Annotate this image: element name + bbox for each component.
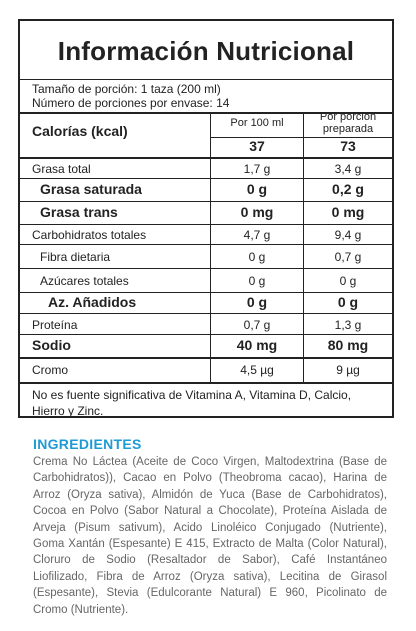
nutrient-label: Azúcares totales: [40, 274, 129, 288]
nutrient-per-serving: 0,2 g: [332, 181, 364, 197]
serving-size: Tamaño de porción: 1 taza (200 ml): [32, 82, 221, 96]
nutrient-per-100: 1,7 g: [243, 162, 271, 176]
nutrient-label: Fibra dietaria: [40, 250, 111, 264]
divider: [20, 201, 392, 202]
nutrient-per-100: 0 g: [248, 274, 266, 288]
divider: [20, 79, 392, 80]
nutrient-per-serving: 9,4 g: [334, 228, 362, 242]
servings-per-container: Número de porciones por envase: 14: [32, 96, 230, 110]
nutrient-per-100: 0,7 g: [243, 318, 271, 332]
calories-label: Calorías (kcal): [32, 123, 128, 139]
divider: [20, 292, 392, 293]
nutrient-per-serving: 0,7 g: [334, 250, 362, 264]
nutrient-per-serving: 0 g: [339, 274, 357, 288]
ingredients-text: Crema No Láctea (Aceite de Coco Virgen, Maltodextrina (Base de Carbohidratos)), Cacao en Polvo (Theobroma cacao), Harina de Arroz (Oryza sativa), Almidón de Yuca (Base de Carbohidratos), Cocoa en Polvo (Sabor Natural a Chocolate), Proteína Aislada de Arveja (Pisum sativum), Acido Linoléico Conjugado (Nutriente), Goma Xantán (Espesante) E 415, Extracto de Malta (Color Natural), Cloruro de Sodio (Resaltador de Sabor), Café Instantáneo Liofilizado, Fibra de Arroz (Oryza sativa), Lecitina de Girasol (Espesante), Stevia (Edulcorante Natural) E 960, Picolinato de Cromo (Nutriente).: [33, 456, 387, 616]
nutrient-per-serving: 9 µg: [336, 363, 360, 377]
nutrient-per-100: 4,7 g: [243, 228, 271, 242]
nutrient-label: Grasa trans: [40, 204, 118, 220]
ingredients-title: INGREDIENTES: [33, 436, 142, 452]
divider: [20, 268, 392, 269]
divider: [20, 157, 392, 159]
nutrient-label: Cromo: [32, 363, 69, 377]
nutrient-per-serving: 0 mg: [331, 204, 365, 220]
nutrient-label: Grasa saturada: [40, 181, 142, 197]
col-per-serving-header: Por porción preparada: [319, 111, 377, 135]
nutrient-label: Grasa total: [32, 162, 91, 176]
divider: [20, 224, 392, 225]
divider: [20, 357, 392, 359]
divider: [20, 313, 392, 314]
nutrient-per-serving: 0 g: [337, 294, 359, 310]
nutrient-per-serving: 1,3 g: [334, 318, 362, 332]
nutrient-per-100: 0 g: [246, 181, 268, 197]
nutrient-per-100: 4,5 µg: [240, 363, 274, 377]
nutrient-label: Proteína: [32, 318, 78, 332]
nutrient-per-100: 0 g: [246, 294, 268, 310]
divider: [20, 178, 392, 179]
divider: [20, 382, 392, 384]
nutrient-label: Az. Añadidos: [48, 294, 137, 310]
nutrient-per-serving: 80 mg: [327, 337, 369, 353]
divider: [20, 334, 392, 335]
label-title: Información Nutricional: [57, 36, 355, 66]
nutrient-per-100: 0 mg: [240, 204, 274, 220]
nutrient-per-serving: 3,4 g: [334, 162, 362, 176]
col-per-100-header: Por 100 ml: [230, 117, 284, 129]
calories-per-serving: 73: [340, 138, 356, 154]
footnote: No es fuente significativa de Vitamina A, Vitamina D, Calcio, Hierro y Zinc.: [32, 388, 352, 418]
calories-per-100: 37: [249, 138, 265, 154]
nutrition-facts-label: [18, 19, 394, 418]
nutrient-label: Sodio: [32, 337, 71, 353]
nutrient-label: Carbohidratos totales: [32, 228, 147, 242]
nutrient-per-100: 0 g: [248, 250, 266, 264]
nutrient-per-100: 40 mg: [236, 337, 278, 353]
divider: [20, 244, 392, 245]
